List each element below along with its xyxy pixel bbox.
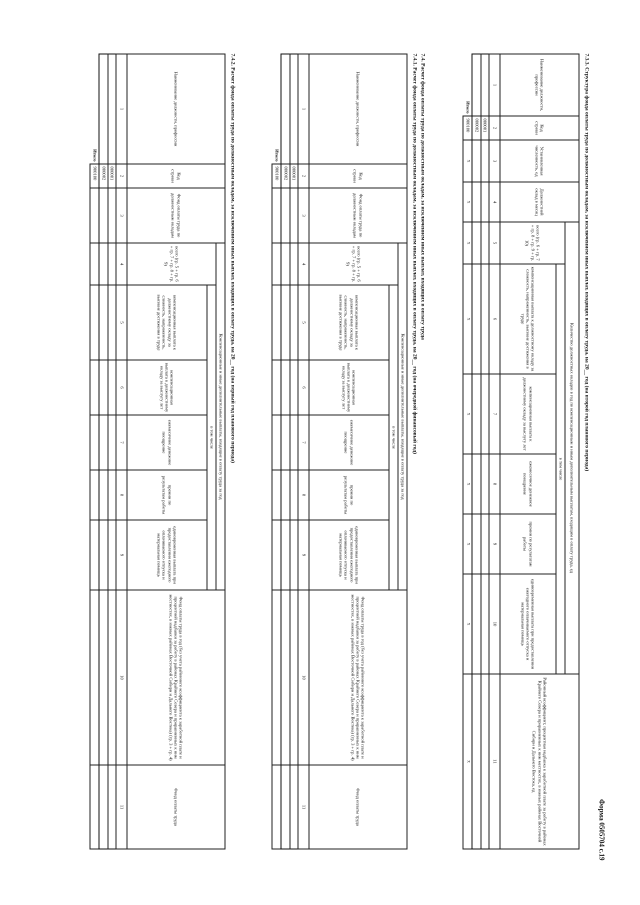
col-header-name: Наименование должности, профессии [309, 54, 407, 164]
table-row [472, 54, 480, 849]
cell-empty[interactable] [480, 674, 488, 849]
total-x: x [463, 264, 472, 374]
cell-empty[interactable] [99, 54, 107, 164]
col-header-fund: Фонд оплаты труда по должностным окладам [309, 188, 407, 243]
col-header-group: Компенсационные и иные дополнительные выплаты, входящие в оплату труда за год [398, 243, 407, 590]
col-number: 5 [489, 222, 500, 264]
total-row [463, 54, 472, 849]
cell-empty[interactable] [90, 415, 99, 470]
col-header-fund: Фонд оплаты труда по должностным окладам [127, 188, 225, 243]
col-number: 9 [116, 520, 127, 590]
cell-empty[interactable] [472, 454, 480, 514]
col-header-total: всего (гр. 5 + гр. 6 + гр. 7 + гр. 8 + гр. 9) [309, 243, 398, 285]
table-742 [89, 53, 225, 849]
cell-empty[interactable] [289, 243, 297, 285]
cell-empty[interactable] [90, 765, 99, 849]
col-number: 7 [489, 374, 500, 454]
cell-empty[interactable] [480, 574, 488, 674]
col-number: 8 [489, 454, 500, 514]
cell-empty[interactable] [480, 54, 488, 116]
col-header-c9: единовременная выплата при предоставлении ежегодного оплачиваемого отпуска и материальная помощь [309, 520, 389, 590]
col-header-c8: премии по результатам работы [309, 470, 389, 520]
cell-empty[interactable] [480, 454, 488, 514]
cell-empty[interactable] [472, 182, 480, 222]
col-number: 6 [116, 360, 127, 415]
cell-empty[interactable] [289, 415, 297, 470]
cell-empty[interactable] [472, 574, 480, 674]
row-code: 000002 [99, 164, 107, 188]
col-header-c9: премии по результатам работы [500, 514, 556, 574]
cell-empty[interactable] [281, 243, 289, 285]
cell-empty[interactable] [107, 415, 115, 470]
cell-empty[interactable] [90, 285, 99, 360]
total-x: x [463, 374, 472, 454]
col-header-code: Код строки [500, 116, 579, 140]
row-code: 000002 [472, 116, 480, 140]
cell-empty[interactable] [472, 264, 480, 374]
cell-empty[interactable] [472, 674, 480, 849]
cell-empty[interactable] [107, 590, 115, 765]
cell-empty[interactable] [480, 264, 488, 374]
cell-empty[interactable] [90, 188, 99, 243]
cell-empty[interactable] [90, 360, 99, 415]
cell-empty[interactable] [107, 520, 115, 590]
col-header-code: Код строки [309, 164, 407, 188]
col-number: 7 [116, 415, 127, 470]
cell-empty[interactable] [99, 243, 107, 285]
cell-empty[interactable] [281, 360, 289, 415]
cell-empty[interactable] [281, 765, 289, 849]
table-733 [462, 53, 579, 849]
cell-empty[interactable] [480, 374, 488, 454]
col-number: 2 [116, 164, 127, 188]
col-header-c5: компенсационная выплата к должностному окладу за сложность, напряженность, высокие достижения в труде [309, 285, 389, 360]
cell-empty[interactable] [472, 222, 480, 264]
col-header-c6: компенсационная выплата к должностному окладу за выслугу лет [309, 360, 389, 415]
cell-empty[interactable] [289, 765, 297, 849]
col-header-incl: в том числе [389, 285, 398, 590]
cell-empty[interactable] [90, 470, 99, 520]
cell-empty[interactable] [99, 188, 107, 243]
total-label: Итого [463, 54, 472, 116]
cell-empty[interactable] [289, 520, 297, 590]
col-header-c10: Фонд оплаты труда в год (без учета районного коэффициента к заработной плате и процентной надбавки за работу в районах Крайнего Севера и приравненных к ним местностях, в южных районах Восточной Сибири и Дальнего Востока) (гр. 3 + гр. 4) [309, 590, 407, 765]
cell-empty[interactable] [107, 470, 115, 520]
total-x: x [463, 182, 472, 222]
cell-empty[interactable] [281, 415, 289, 470]
col-header-code: Код строки [127, 164, 225, 188]
col-header-c8: премии по результатам работы [127, 470, 207, 520]
section-733-title: 7.3.3. Структура фонда оплаты труда по должностным окладам, за исключением иных выплат, входящих в оплату труда, на 20__ год (на второй год планового периода) [583, 53, 589, 471]
cell-empty[interactable] [99, 470, 107, 520]
cell-empty[interactable] [90, 590, 99, 765]
cell-empty[interactable] [281, 590, 289, 765]
col-number: 3 [116, 188, 127, 243]
total-code: 900100 [463, 116, 472, 140]
cell-empty[interactable] [99, 520, 107, 590]
table-row [281, 54, 289, 849]
cell-empty[interactable] [272, 415, 281, 470]
cell-empty[interactable] [107, 765, 115, 849]
cell-empty[interactable] [107, 285, 115, 360]
total-x: x [463, 222, 472, 264]
col-number: 2 [298, 164, 309, 188]
cell-empty[interactable] [480, 514, 488, 574]
col-header-total: всего (гр. 5 + гр. 6 + гр. 7 + гр. 8 + гр. 9) [127, 243, 216, 285]
section-742-title: 7.4.2. Расчет фонда оплаты труда по должностным окладам, за исключением иных выплат, входящих в оплату труда, на 20__ год (на первый год планового периода) [229, 53, 235, 463]
table-row [480, 54, 488, 849]
total-code: 900100 [272, 164, 281, 188]
cell-empty[interactable] [107, 188, 115, 243]
col-number: 1 [298, 54, 309, 164]
col-header-c8: ежемесячное денежное поощрение [500, 454, 556, 514]
col-header-group: Количество должностных окладов в год по компенсационным и иным дополнительным выплатам, входящим в оплату труда, ед [565, 222, 579, 674]
col-header-total: всего (гр. 6 + гр. 7 + гр. 8 + гр. 9 + гр. 10) [500, 222, 565, 264]
total-x: x [463, 674, 472, 849]
col-header-c6: компенсационная выплата к должностному окладу за сложность, напряженность, высокие достижения в труде [500, 264, 556, 374]
total-x: x [463, 140, 472, 182]
col-number: 11 [489, 674, 500, 849]
rotated-form-sheet [35, 45, 605, 860]
col-header-incl: в том числе [207, 285, 216, 590]
col-number: 6 [298, 360, 309, 415]
col-header-c9: единовременная выплата при предоставлении ежегодного оплачиваемого отпуска и материальная помощь [127, 520, 207, 590]
cell-empty[interactable] [289, 188, 297, 243]
col-number: 10 [116, 590, 127, 765]
cell-empty[interactable] [281, 470, 289, 520]
cell-empty[interactable] [281, 188, 289, 243]
col-header-c6: компенсационная выплата к должностному окладу за выслугу лет [127, 360, 207, 415]
col-number: 4 [116, 243, 127, 285]
col-number: 11 [298, 765, 309, 849]
col-number: 10 [298, 590, 309, 765]
total-code: 900100 [90, 164, 99, 188]
form-number-label: Форма 0505704 с.19 [597, 798, 605, 860]
col-number: 1 [116, 54, 127, 164]
cell-empty[interactable] [99, 590, 107, 765]
cell-empty[interactable] [90, 520, 99, 590]
col-number: 8 [116, 470, 127, 520]
table-row [107, 54, 115, 849]
cell-empty[interactable] [480, 222, 488, 264]
section-74-title: 7.4. Расчет фонда оплаты труда по должностным окладам, за исключением иных выплат, входящих в оплату труда [419, 53, 425, 340]
col-header-c10: Фонд оплаты труда в год (без учета районного коэффициента к заработной плате и процентной надбавки за работу в районах Крайнего Севера и приравненных к ним местностях, в южных районах Восточной Сибири и Дальнего Востока) (гр. 3 + гр. 4) [127, 590, 225, 765]
col-header-c7: ежемесячное денежное поощрение [127, 415, 207, 470]
col-header-salary: Должностной оклад в месяц [500, 182, 579, 222]
cell-empty[interactable] [289, 470, 297, 520]
row-code: 000001 [480, 116, 488, 140]
cell-empty[interactable] [272, 243, 281, 285]
col-number: 3 [489, 140, 500, 182]
col-number: 4 [298, 243, 309, 285]
cell-empty[interactable] [99, 360, 107, 415]
cell-empty[interactable] [480, 182, 488, 222]
cell-empty[interactable] [472, 140, 480, 182]
total-x: x [463, 454, 472, 514]
col-number: 7 [298, 415, 309, 470]
col-number: 8 [298, 470, 309, 520]
cell-empty[interactable] [289, 590, 297, 765]
col-number: 6 [489, 264, 500, 374]
col-header-c11: Фонд оплаты труда [309, 765, 407, 849]
total-x: x [463, 514, 472, 574]
col-number: 5 [298, 285, 309, 360]
section-741-title: 7.4.1. Расчет фонда оплаты труда по должностным окладам, за исключением иных выплат, входящих в оплату труда, на 20__ год (на очередной финансовый год) [411, 53, 417, 454]
cell-empty[interactable] [99, 765, 107, 849]
col-header-c11: Фонд оплаты труда [127, 765, 225, 849]
cell-empty[interactable] [107, 54, 115, 164]
col-number: 11 [116, 765, 127, 849]
cell-empty[interactable] [472, 374, 480, 454]
col-header-c10: единовременная выплата при предоставлении ежегодного оплачиваемого отпуска и материальная помощь [500, 574, 556, 674]
row-code: 000002 [281, 164, 289, 188]
cell-empty[interactable] [289, 285, 297, 360]
col-header-name: Наименование должности, профессии [500, 54, 579, 116]
col-number: 1 [489, 54, 500, 116]
cell-empty[interactable] [289, 360, 297, 415]
col-number: 5 [116, 285, 127, 360]
col-header-name: Наименование должности, профессии [127, 54, 225, 164]
cell-empty[interactable] [289, 54, 297, 164]
total-x: x [463, 574, 472, 674]
total-label: Итого [272, 54, 281, 164]
col-header-staff: Установленная численность, ед [500, 140, 579, 182]
cell-empty[interactable] [281, 285, 289, 360]
cell-empty[interactable] [272, 765, 281, 849]
col-number: 3 [298, 188, 309, 243]
cell-empty[interactable] [272, 360, 281, 415]
cell-empty[interactable] [480, 140, 488, 182]
total-row [90, 54, 99, 849]
cell-empty[interactable] [272, 590, 281, 765]
col-number: 4 [489, 182, 500, 222]
col-header-c11: Районный коэффициент, процентная надбавка к заработной плате за работу в районах Крайнего Севера и приравненных к ним местностях, в южных районах Восточной Сибири и Дальнего Востока, ед [500, 674, 579, 849]
cell-empty[interactable] [472, 514, 480, 574]
col-header-c7: ежемесячное денежное поощрение [309, 415, 389, 470]
cell-empty[interactable] [281, 54, 289, 164]
cell-empty[interactable] [90, 243, 99, 285]
total-row [272, 54, 281, 849]
cell-empty[interactable] [281, 520, 289, 590]
cell-empty[interactable] [99, 415, 107, 470]
cell-empty[interactable] [272, 285, 281, 360]
cell-empty[interactable] [99, 285, 107, 360]
cell-empty[interactable] [472, 54, 480, 116]
cell-empty[interactable] [272, 520, 281, 590]
table-row [289, 54, 297, 849]
col-header-incl: в том числе [556, 264, 565, 674]
col-number: 9 [298, 520, 309, 590]
cell-empty[interactable] [107, 243, 115, 285]
table-row [99, 54, 107, 849]
col-header-c5: компенсационная выплата к должностному окладу за сложность, напряженность, высокие достижения в труде [127, 285, 207, 360]
col-number: 2 [489, 116, 500, 140]
cell-empty[interactable] [272, 188, 281, 243]
col-number: 9 [489, 514, 500, 574]
total-label: Итого [90, 54, 99, 164]
col-number: 10 [489, 574, 500, 674]
table-741 [271, 53, 407, 849]
row-code: 000001 [107, 164, 115, 188]
col-header-group: Компенсационные и иные дополнительные выплаты, входящие в оплату труда за год [216, 243, 225, 590]
row-code: 000001 [289, 164, 297, 188]
col-header-c7: компенсационная выплата к должностному окладу за выслугу лет [500, 374, 556, 454]
cell-empty[interactable] [272, 470, 281, 520]
cell-empty[interactable] [107, 360, 115, 415]
